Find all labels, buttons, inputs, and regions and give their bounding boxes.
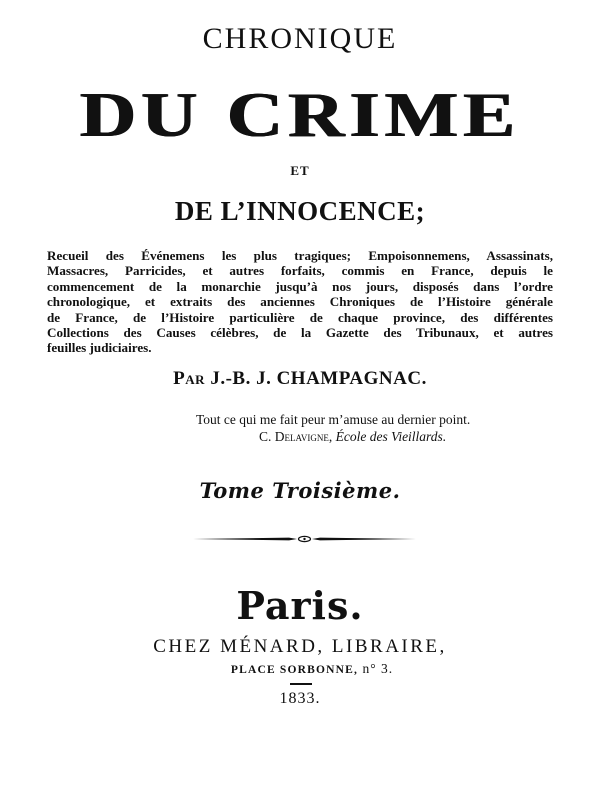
imprint-year: 1833. (279, 690, 321, 707)
description-line: chronologique, et extraits des anciennes Chroniques de l’Histoire générale (47, 294, 553, 310)
imprint-address: PLACE SORBONNE, (230, 664, 359, 676)
title-conjunction: ET (290, 163, 310, 178)
subtitle-description (47, 248, 553, 356)
imprint-divider (290, 683, 312, 685)
description-line: de France, de l’Histoire particulière de chaque province, des différentes (47, 309, 553, 325)
title-line-chronique: CHRONIQUE (202, 22, 398, 55)
epigraph-separator: , (328, 429, 336, 444)
imprint-number: n° 3. (362, 661, 394, 676)
epigraph-source: École des Vieillards. (335, 429, 447, 444)
author-line (0, 368, 600, 390)
description-line: feuilles judiciaires. (47, 340, 152, 356)
imprint-publisher: CHEZ MÉNARD, LIBRAIRE, (153, 636, 447, 657)
description-line: Massacres, Parricides, et autres forfaits, commis en France, depuis le (47, 263, 553, 279)
volume-label: Tome Troisième. (199, 478, 401, 503)
title-line-du-crime: DU CRIME (79, 79, 521, 150)
epigraph-quote: Tout ce qui me fait peur m’amuse au dernier point. (196, 412, 471, 427)
title-line-innocence: DE L’INNOCENCE; (174, 196, 426, 226)
description-line: commencement de la monarchie jusqu’à nos jours, disposés dans l’ordre (47, 278, 553, 294)
author-prefix: Par (173, 368, 206, 389)
imprint-address-line (12, 661, 600, 677)
ornamental-rule (193, 535, 416, 543)
imprint-city: Paris. (236, 583, 364, 628)
author-name: J.-B. J. CHAMPAGNAC. (210, 368, 427, 389)
epigraph-attribution-line (259, 429, 446, 445)
description-line: Recueil des Événemens les plus tragiques; Empoisonnemens, Assassinats, (47, 248, 553, 263)
epigraph-author: C. Delavigne (259, 429, 329, 444)
description-line: Collections des Causes célèbres, de la Gazette des Tribunaux, et autres (47, 325, 553, 341)
